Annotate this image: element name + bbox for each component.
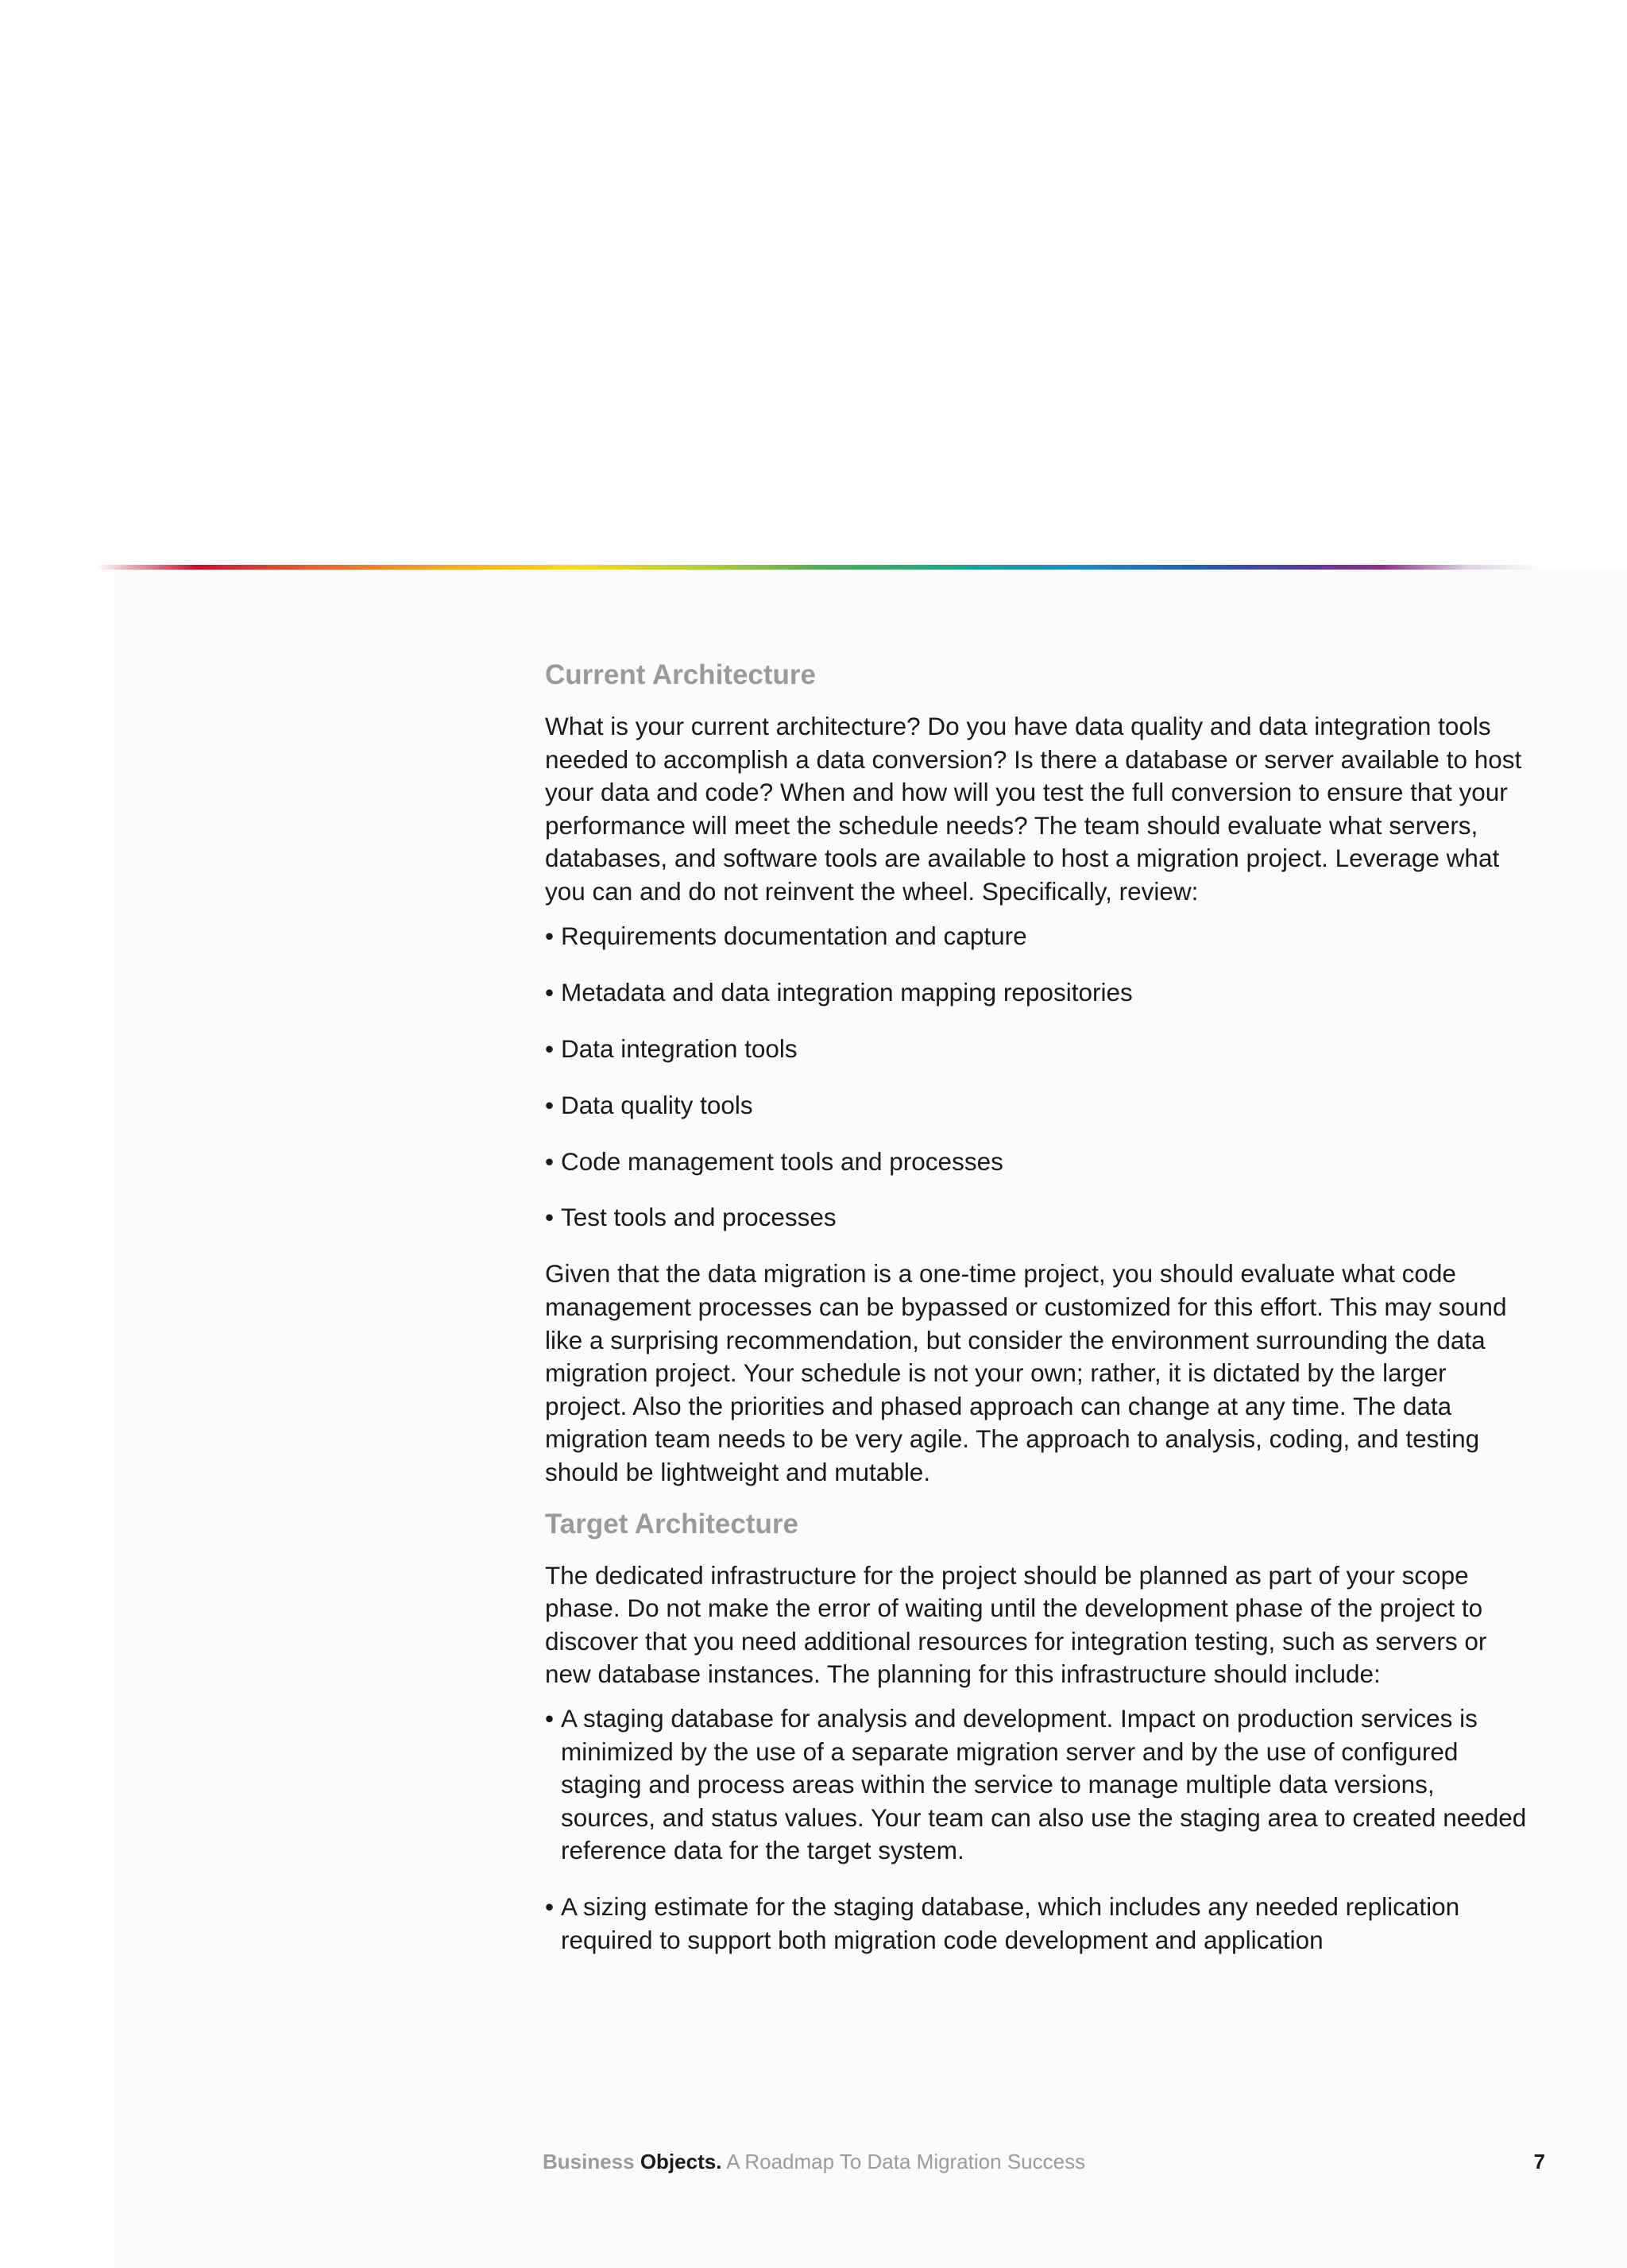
list-item-text: Data integration tools — [561, 1034, 798, 1063]
section-target-architecture — [545, 1501, 1530, 1957]
list-item — [545, 1891, 1530, 1957]
list-item-text: Test tools and processes — [561, 1203, 837, 1232]
brand-name-part2: Objects. — [640, 2150, 722, 2173]
brand-name-part1: Business — [543, 2150, 640, 2173]
page-content — [545, 651, 1530, 1980]
list-item — [545, 1702, 1530, 1868]
section-closing: Given that the data migration is a one-time project, you should evaluate what code management processes can be bypassed or customized for this effort. This may sound like a surprising recommendation, but consider the environment surrounding the data migration project. Your schedule is not your own; rather, it is dictated by the larger project. Also the priorities and phased approach can change at any time. The data migration team needs to be very agile. The approach to analysis, coding, and testing should be lightweight and mutable. — [545, 1259, 1507, 1487]
bullet-list — [545, 1702, 1530, 1957]
list-item-text: A sizing estimate for the staging database, which includes any needed replication required to support both migration code development and application — [561, 1892, 1460, 1954]
list-item — [545, 1033, 1530, 1066]
section-heading: Current Architecture — [545, 659, 816, 690]
list-item — [545, 920, 1530, 953]
bullet-icon: • — [545, 1146, 555, 1176]
page-footer — [543, 2150, 1085, 2174]
bullet-icon: • — [545, 1704, 555, 1733]
bullet-icon: • — [545, 1203, 555, 1232]
list-item-text: Requirements documentation and capture — [561, 921, 1027, 950]
list-item — [545, 1146, 1530, 1179]
page-number: 7 — [1533, 2150, 1545, 2173]
bullet-icon: • — [545, 1034, 555, 1063]
document-title: A Roadmap To Data Migration Success — [721, 2150, 1086, 2173]
bullet-icon: • — [545, 977, 555, 1006]
bullet-icon: • — [545, 1090, 555, 1119]
list-item — [545, 1201, 1530, 1234]
list-item-text: A staging database for analysis and development. Impact on production services is minimized by the use of a separate migration server and by the use of configured staging and process areas within the service to manage multiple data versions, sources, and status values. Your team can also use the staging area to created needed reference data for the target system. — [561, 1704, 1527, 1865]
list-item — [545, 1089, 1530, 1122]
list-item-text: Metadata and data integration mapping repositories — [561, 977, 1133, 1006]
list-item-text: Code management tools and processes — [561, 1146, 1003, 1176]
rainbow-divider — [95, 565, 1541, 570]
list-item — [545, 976, 1530, 1010]
bullet-list — [545, 920, 1530, 1235]
bullet-icon: • — [545, 921, 555, 950]
section-heading: Target Architecture — [545, 1508, 798, 1540]
section-intro: What is your current architecture? Do you have data quality and data integration tools needed to accomplish a data conversion? Is there a database or server available to host your data and code? When and how will you test the full conversion to ensure that your performance will meet the schedule needs? The team should evaluate what servers, databases, and software tools are available to host a migration project. Leverage what you can and do not reinvent the wheel. Specifically, review: — [545, 712, 1522, 906]
section-current-architecture — [545, 651, 1530, 1489]
bullet-icon: • — [545, 1892, 555, 1922]
list-item-text: Data quality tools — [561, 1090, 753, 1119]
section-intro: The dedicated infrastructure for the project should be planned as part of your scope phase. Do not make the error of waiting until the development phase of the project to discover that you need additional resources for integration testing, such as servers or new database instances. The planning for this infrastructure should include: — [545, 1560, 1487, 1689]
